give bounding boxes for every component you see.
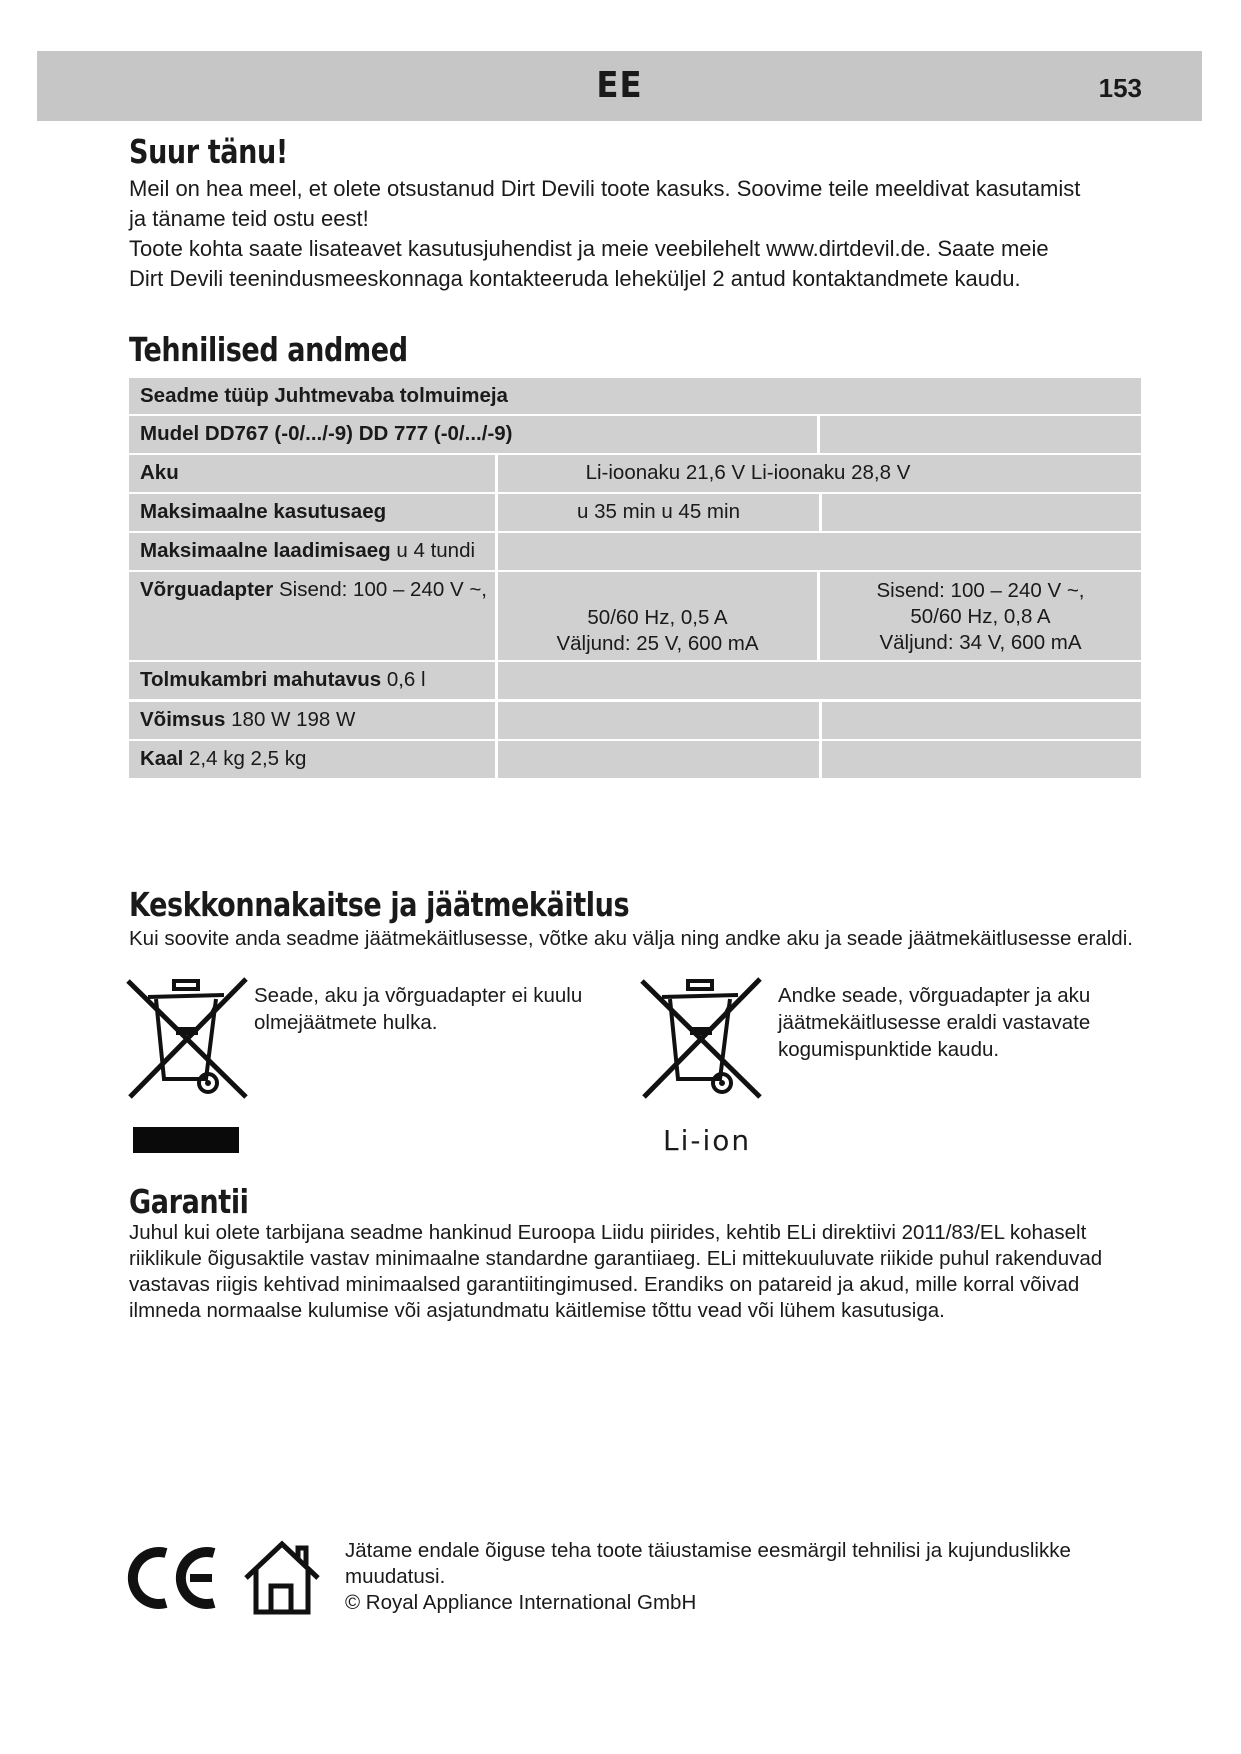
cell-divider <box>495 533 498 570</box>
disposal-line: Seade, aku ja võrguadapter ei kuulu <box>254 984 583 1007</box>
adapter-line: Sisend: 100 – 240 V ~, <box>876 579 1085 602</box>
table-row <box>129 572 1141 660</box>
row-label: Aku <box>140 461 179 484</box>
disposal-line: kogumispunktide kaudu. <box>778 1038 1000 1061</box>
page-number: 153 <box>1098 73 1142 103</box>
footer-line: muudatusi. <box>345 1565 446 1588</box>
ce-mark-icon <box>124 1545 220 1611</box>
adapter-line: 50/60 Hz, 0,8 A <box>910 605 1051 628</box>
row-label: Mudel DD767 (-0/.../-9) DD 777 (-0/.../-9) <box>140 422 513 445</box>
technical-title: Tehnilised andmed <box>129 330 408 369</box>
liion-label: Li-ion <box>663 1124 752 1157</box>
warranty-line: riiklikule õigusaktile vastav minimaalne standardne garantiiaeg. ELi mittekuuluvate riikide puhul rakenduvad <box>129 1247 1103 1270</box>
thanks-title: Suur tänu! <box>129 132 288 171</box>
cell-divider <box>495 662 498 699</box>
thanks-line: Toote kohta saate lisateavet kasutusjuhendist ja meie veebilehelt www.dirtdevil.de. Saate meie <box>129 236 1049 261</box>
adapter-line: Väljund: 25 V, 600 mA <box>556 632 759 655</box>
cell-divider <box>817 416 820 453</box>
adapter-value-dd777 <box>820 578 1141 656</box>
row-label: Maksimaalne laadimisaeg u 4 tundi <box>140 539 476 562</box>
warranty-title: Garantii <box>129 1182 249 1221</box>
cell-divider <box>819 494 822 531</box>
crossed-bin-icon <box>126 975 250 1101</box>
disposal-line: Andke seade, võrguadapter ja aku <box>778 984 1091 1007</box>
adapter-line: 50/60 Hz, 0,5 A <box>587 606 728 629</box>
language-code: EE <box>596 65 643 106</box>
warranty-line: Juhul kui olete tarbijana seadme hankinud Euroopa Liidu piirides, kehtib ELi direktiivi 2011/83/EL kohaselt <box>129 1221 1087 1244</box>
cell-divider <box>495 741 498 778</box>
house-icon <box>242 1538 322 1616</box>
table-row <box>129 494 1141 531</box>
row-label: Võimsus 180 W 198 W <box>140 708 356 731</box>
row-label: Kaal 2,4 kg 2,5 kg <box>140 747 307 770</box>
table-row <box>129 416 1141 453</box>
footer-line: © Royal Appliance International GmbH <box>345 1591 697 1614</box>
black-bar-symbol <box>133 1127 239 1153</box>
table-row <box>129 741 1141 778</box>
footer-line: Jätame endale õiguse teha toote täiustamise eesmärgil tehnilisi ja kujunduslikke <box>345 1539 1071 1562</box>
thanks-line: Dirt Devili teenindusmeeskonnaga kontakteeruda leheküljel 2 antud kontaktandmete kaudu. <box>129 266 1021 291</box>
disposal-line: jäätmekäitlusesse eraldi vastavate <box>778 1011 1091 1034</box>
table-row <box>129 702 1141 739</box>
row-label: Võrguadapter Sisend: 100 – 240 V ~, <box>140 578 487 601</box>
cell-divider <box>495 702 498 739</box>
row-label: Maksimaalne kasutusaeg <box>140 500 387 523</box>
disposal-line: olmejäätmete hulka. <box>254 1011 438 1034</box>
row-label: Tolmukambri mahutavus 0,6 l <box>140 668 426 691</box>
warranty-line: vastavas riigis kehtivad minimaalsed garantiitingimused. Erandiks on patareid ja akud, mille korral võivad <box>129 1273 1080 1296</box>
runtime-value: u 35 min u 45 min <box>577 500 740 523</box>
warranty-line: ilmneda normaalse kulumise või asjatundmatu käitlemise tõttu vead või lühem kasutusiga. <box>129 1299 945 1322</box>
table-row <box>129 378 1141 414</box>
row-label: Seadme tüüp Juhtmevaba tolmuimeja <box>140 384 508 407</box>
table-row <box>129 662 1141 699</box>
left-disposal-text <box>254 982 582 1036</box>
thanks-paragraph <box>129 174 1139 294</box>
cell-divider <box>819 702 822 739</box>
crossed-bin-liion-icon <box>640 975 764 1101</box>
adapter-value-dd767 <box>498 605 817 657</box>
table-row <box>129 533 1141 570</box>
page-header <box>37 51 1202 121</box>
thanks-line: ja täname teid ostu eest! <box>129 206 369 231</box>
adapter-line: Väljund: 34 V, 600 mA <box>879 631 1082 654</box>
warranty-paragraph <box>129 1220 1229 1324</box>
cell-divider <box>819 741 822 778</box>
table-row <box>129 455 1141 492</box>
environment-title: Keskkonnakaitse ja jäätmekäitlus <box>129 885 630 924</box>
right-disposal-text <box>778 982 1090 1063</box>
thanks-line: Meil on hea meel, et olete otsustanud Dirt Devili toote kasuks. Soovime teile meeldivat kasutamist <box>129 176 1081 201</box>
aku-value: Li-ioonaku 21,6 V Li-ioonaku 28,8 V <box>585 461 911 484</box>
environment-intro: Kui soovite anda seadme jäätmekäitlusesse, võtke aku välja ning andke aku ja seade jäätmekäitlusesse eraldi. <box>129 927 1133 950</box>
footer-text <box>345 1538 1125 1616</box>
